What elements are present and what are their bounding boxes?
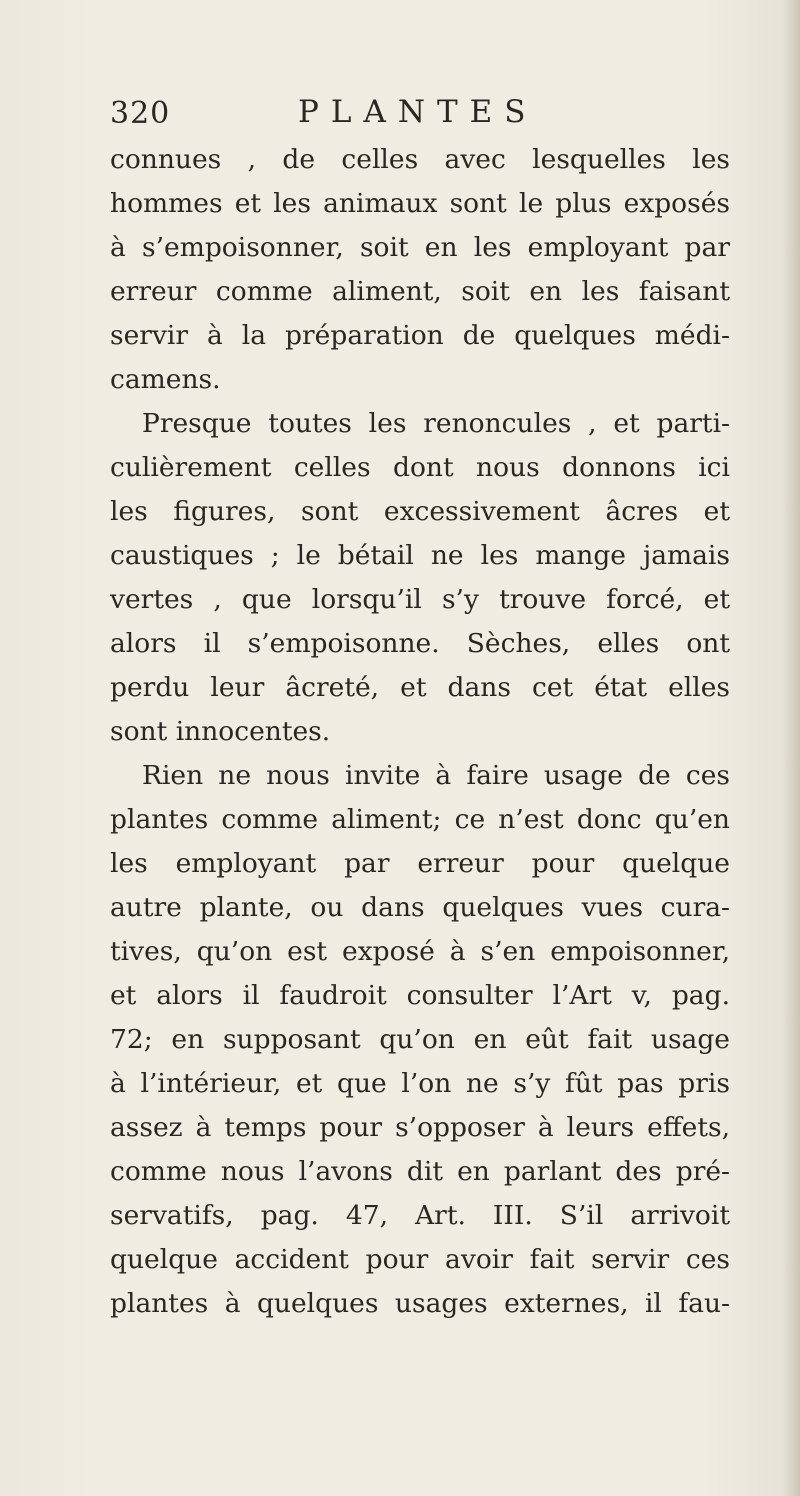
text-line: plantes à quelques usages externes, il fau- (110, 1288, 730, 1319)
text-line: alors il s’empoisonne. Sèches, elles ont (110, 628, 730, 659)
text-line: servir à la préparation de quelques médi- (110, 320, 730, 351)
text-line: plantes comme aliment; ce n’est donc qu’en (110, 804, 730, 835)
text-line: culièrement celles dont nous donnons ici (110, 452, 730, 483)
text-line: autre plante, ou dans quelques vues cura- (110, 892, 730, 923)
text-line: à l’intérieur, et que l’on ne s’y fût pas pris (110, 1068, 730, 1099)
text-line: erreur comme aliment, soit en les faisant (110, 276, 730, 307)
text-line: quelque accident pour avoir fait servir ces (110, 1244, 730, 1275)
text-line: perdu leur âcreté, et dans cet état elles (110, 672, 730, 703)
text-line: tives, qu’on est exposé à s’en empoisonner, (110, 936, 730, 967)
text-line: servatifs, pag. 47, Art. III. S’il arrivoit (110, 1200, 730, 1231)
text-line: hommes et les animaux sont le plus exposés (110, 188, 730, 219)
text-line: assez à temps pour s’opposer à leurs effets, (110, 1112, 730, 1143)
text-line: à s’empoisonner, soit en les employant par (110, 232, 730, 263)
text-line: les figures, sont excessivement âcres et (110, 496, 730, 527)
main-text (110, 138, 730, 1326)
running-title: PLANTES (298, 94, 538, 130)
text-line: sont innocentes. (110, 716, 331, 747)
page-number: 320 (110, 96, 171, 131)
text-line: les employant par erreur pour quelque (110, 848, 730, 879)
paragraph-start-line: Presque toutes les renoncules , et parti- (142, 408, 730, 439)
text-line: caustiques ; le bétail ne les mange jamais (110, 540, 730, 571)
text-line: et alors il faudroit consulter l’Art v, pag. (110, 980, 730, 1011)
text-line: vertes , que lorsqu’il s’y trouve forcé, et (110, 584, 730, 615)
text-line: 72; en supposant qu’on en eût fait usage (110, 1024, 730, 1055)
text-line: camens. (110, 364, 221, 395)
text-line: connues , de celles avec lesquelles les (110, 144, 730, 175)
page-edge-shadow (782, 0, 800, 1496)
paragraph-start-line: Rien ne nous invite à faire usage de ces (142, 760, 730, 791)
page-header (110, 94, 730, 134)
text-line: comme nous l’avons dit en parlant des pré- (110, 1156, 730, 1187)
